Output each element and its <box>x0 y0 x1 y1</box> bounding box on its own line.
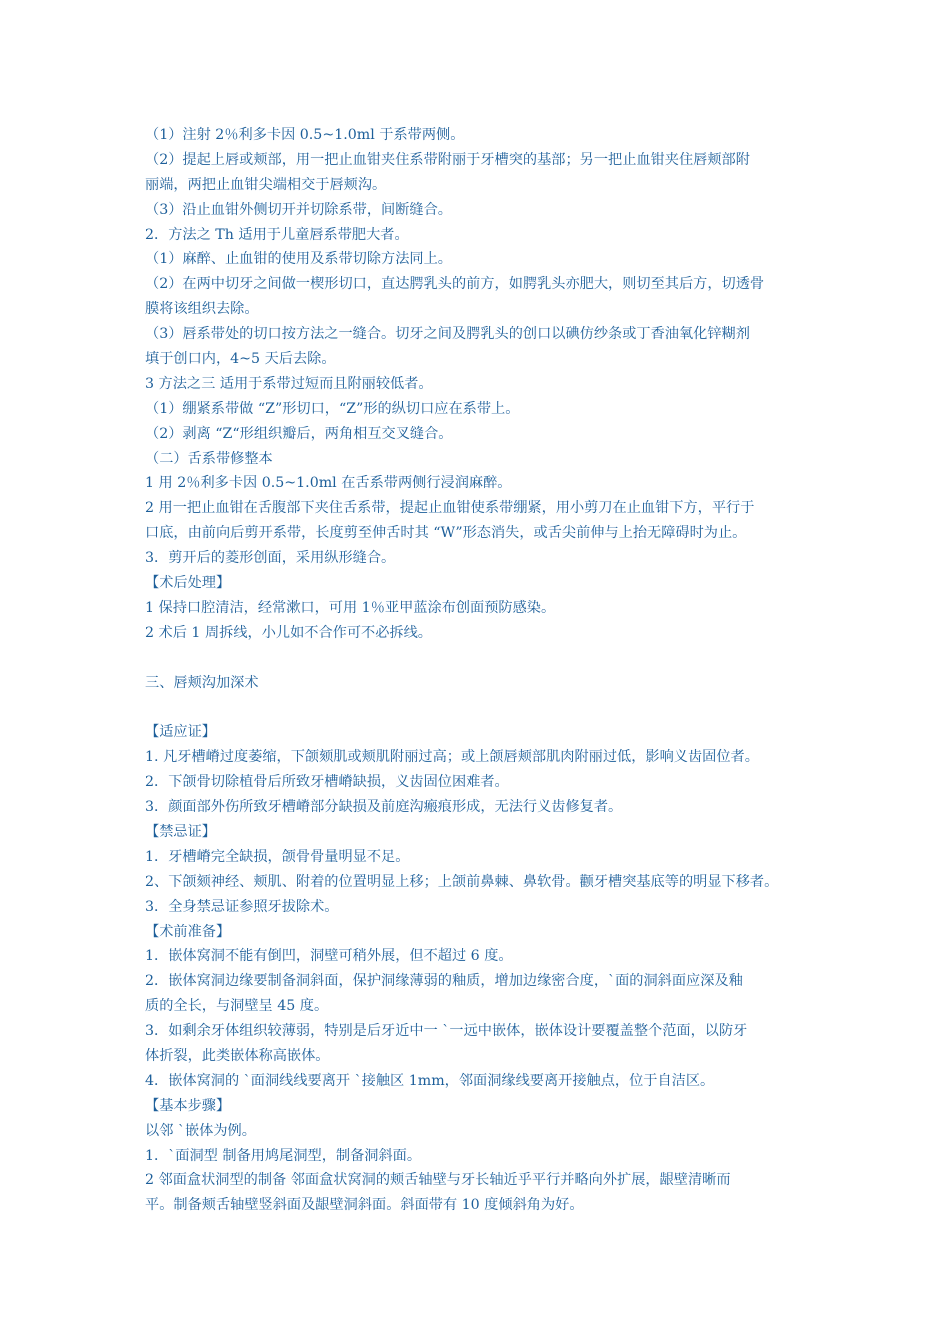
text-line: 1．`面洞型 制备用鸠尾洞型，制备洞斜面。 <box>145 1147 422 1164</box>
text-line: 【术后处理】 <box>145 575 231 592</box>
text-line: 3．全身禁忌证参照牙拔除术。 <box>145 898 339 915</box>
document-body <box>145 123 815 1218</box>
text-line: （1）麻醉、止血钳的使用及系带切除方法同上。 <box>145 251 452 268</box>
text-line: （1）绷紧系带做 “Z”形切口，“Z”形的纵切口应在系带上。 <box>145 400 520 417</box>
text-line: 3．颜面部外伤所致牙槽嵴部分缺损及前庭沟瘢痕形成，无法行义齿修复者。 <box>145 799 623 816</box>
text-line: （2）剥离 “Z“形组织瓣后，两角相互交叉缝合。 <box>145 425 453 442</box>
text-line: 以邻 `嵌体为例。 <box>145 1122 256 1139</box>
text-line: （3）唇系带处的切口按方法之一缝合。切牙之间及腭乳头的创口以碘仿纱条或丁香油氧化锌糊剂 <box>145 326 750 343</box>
text-line: 2．嵌体窝洞边缘要制备洞斜面，保护洞缘薄弱的釉质，增加边缘密合度，`面的洞斜面应深及釉 <box>145 973 743 990</box>
text-line: （1）注射 2％利多卡因 0.5~1.0ml 于系带两侧。 <box>145 127 465 143</box>
text-line: （2）提起上唇或颊部，用一把止血钳夹住系带附丽于牙槽突的基部；另一把止血钳夹住唇颊部附 <box>145 151 750 168</box>
blank-line <box>145 646 815 671</box>
text-line: 2．方法之 Th 适用于儿童唇系带肥大者。 <box>145 226 409 243</box>
text-line: 1．牙槽嵴完全缺损，颌骨骨量明显不足。 <box>145 848 410 865</box>
text-line: 体折裂，此类嵌体称高嵌体。 <box>145 1047 330 1064</box>
text-line: 3．剪开后的菱形创面，采用纵形缝合。 <box>145 550 396 567</box>
text-line: 3．如剩余牙体组织较薄弱，特别是后牙近中一 `一远中嵌体，嵌体设计要覆盖整个范面，以防牙 <box>145 1023 748 1040</box>
text-line: 1 保持口腔清洁，经常漱口，可用 1％亚甲蓝涂布创面预防感染。 <box>145 599 556 616</box>
text-line: 【禁忌证】 <box>145 823 216 840</box>
text-line: 2．下颌骨切除植骨后所致牙槽嵴缺损，义齿固位困难者。 <box>145 774 509 791</box>
text-line: （3）沿止血钳外侧切开并切除系带，间断缝合。 <box>145 201 452 218</box>
text-line: 1. 凡牙槽嵴过度萎缩，下颌颏肌或颊肌附丽过高；或上颌唇颊部肌肉附丽过低，影响义齿固位者。 <box>145 749 759 766</box>
text-line: 3 方法之三 适用于系带过短而且附丽较低者。 <box>145 375 433 392</box>
text-line: 【术前准备】 <box>145 923 231 940</box>
text-line: 填于创口内，4~5 天后去除。 <box>145 351 336 368</box>
text-line: 4．嵌体窝洞的 `面洞线线要离开 `接触区 1mm，邻面洞缘线要离开接触点，位于自洁区。 <box>145 1072 715 1089</box>
text-line: （2）在两中切牙之间做一楔形切口，直达腭乳头的前方，如腭乳头亦肥大，则切至其后方，切透骨 <box>145 276 765 293</box>
text-line: 口底，由前向后剪开系带，长度剪至伸舌时其 “W”形态消失，或舌尖前伸与上抬无障碍时为止。 <box>145 525 747 542</box>
text-line: 膜将该组织去除。 <box>145 301 259 318</box>
text-line: （二）舌系带修整本 <box>145 450 273 467</box>
text-line: 丽端，两把止血钳尖端相交于唇颊沟。 <box>145 176 387 193</box>
text-line: 1．嵌体窝洞不能有倒凹，洞壁可稍外展，但不超过 6 度。 <box>145 948 513 965</box>
text-line: 2 用一把止血钳在舌腹部下夹住舌系带，提起止血钳使系带绷紧，用小剪刀在止血钳下方，平行于 <box>145 500 755 517</box>
blank-line <box>145 695 815 720</box>
text-line: 【基本步骤】 <box>145 1097 231 1114</box>
text-line: 2 术后 1 周拆线，小儿如不合作可不必拆线。 <box>145 624 432 641</box>
text-line: 平。制备颊舌轴壁竖斜面及龈壁洞斜面。斜面带有 10 度倾斜角为好。 <box>145 1197 584 1214</box>
text-line: 2 邻面盒状洞型的制备 邻面盒状窝洞的颊舌轴壁与牙长轴近乎平行并略向外扩展，龈壁清晰而 <box>145 1172 731 1189</box>
text-line: 质的全长，与洞壁呈 45 度。 <box>145 998 329 1015</box>
text-line: 1 用 2％利多卡因 0.5~1.0ml 在舌系带两侧行浸润麻醉。 <box>145 475 512 492</box>
text-line: 2、下颌颏神经、颊肌、附着的位置明显上移；上颌前鼻棘、鼻软骨。颧牙槽突基底等的明显下移者。 <box>145 873 779 890</box>
text-line: 【适应证】 <box>145 724 216 741</box>
text-line: 三、唇颊沟加深术 <box>145 674 259 691</box>
